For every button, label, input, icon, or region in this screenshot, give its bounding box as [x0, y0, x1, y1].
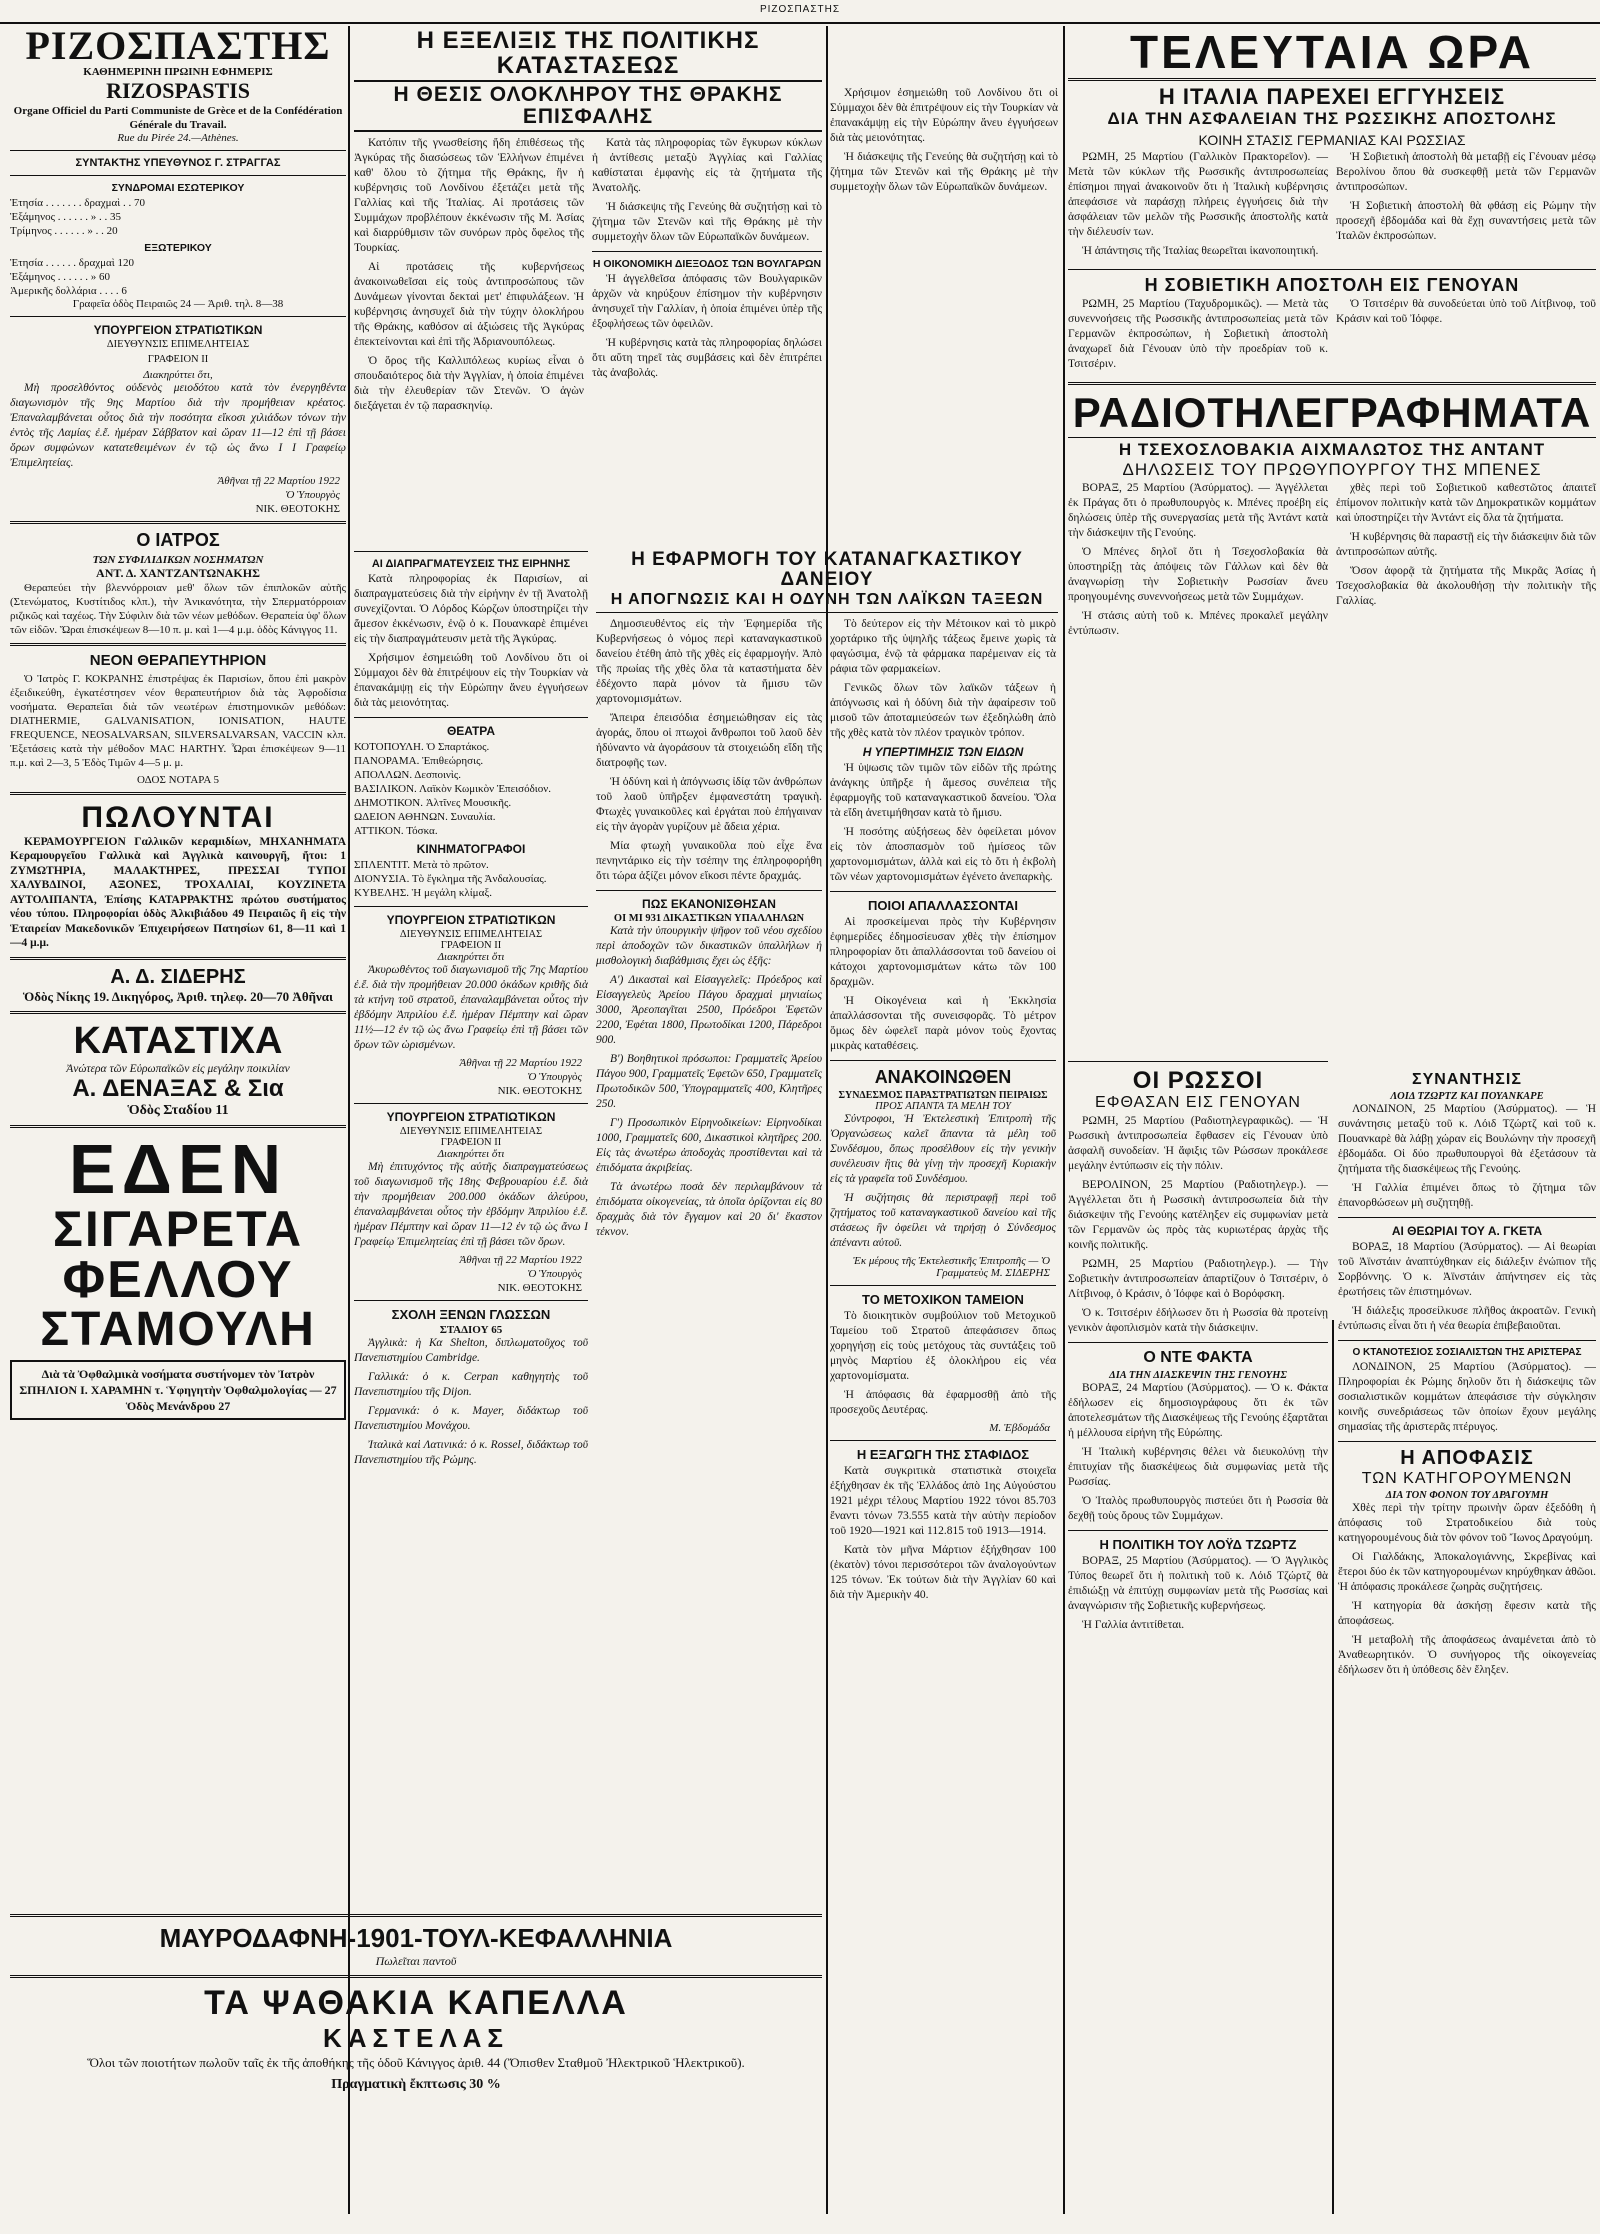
hats-text: Ὅλοι τῶν ποιοτήτων πωλοῦν ταῖς ἐκ τῆς ἀποθήκης τῆς ὁδοῦ Κάνιγγος ἀριθ. 44 (Ὄπισθεν Σταθμοῦ Ἠλεκτρικοῦ Ἡλεκτρικοῦ). [87, 2055, 745, 2070]
political-headline: Η ΕΞΕΛΙΞΙΣ ΤΗΣ ΠΟΛΙΤΙΚΗΣ ΚΑΤΑΣΤΑΣΕΩΣ [416, 27, 760, 80]
eye-doctor-ad: Διὰ τὰ Ὀφθαλμικὰ νοσήματα συστήνομεν τὸν Ἰατρὸν ΣΠΗΛΙΟΝ Ι. ΧΑΡΑΜΗΝ τ. Ὑφηγητὴν Ὀφθαλμολογίας — 27 Ὁδὸς Μενάνδρου 27 [10, 1360, 346, 1420]
theatre-row: ΚΟΤΟΠΟΥΛΗ. Ὁ Σπαρτάκος. [354, 741, 490, 753]
editor-label: ΣΥΝΤΑΚΤΗΣ ΥΠΕΥΘΥΝΟΣ Γ. ΣΤΡΑΓΓΑΣ [75, 157, 281, 169]
paper-subtitle: ΚΑΘΗΜΕΡΙΝΗ ΠΡΩΙΝΗ ΕΦΗΜΕΡΙΣ [83, 66, 273, 78]
clinic-title: ΝΕΟΝ ΘΕΡΑΠΕΥΤΗΡΙΟΝ [89, 651, 267, 669]
foreign-table [10, 256, 346, 298]
cinema-row: ΔΙΟΝΥΣΙΑ. Τὸ ἔγκλημα τῆς Ἀνδαλουσίας. [354, 873, 547, 885]
political-continued [830, 26, 1058, 526]
ne-title: Ο ΝΤΕ ΦΑΚΤΑ [1143, 1348, 1253, 1366]
czech-text-left: ΒΟΡΑΞ, 25 Μαρτίου (Ἀσύρματος). — Ἀγγέλλεται ἐκ Πράγας ὅτι ὁ πρωθυπουργὸς κ. Μπένες προέβη εἰς δηλώσεις ὑπὲρ τῆς συνεργασίας μετὰ τῆς Ἀντάντ κατὰ τὴν διάσκεψιν τῆς Γενούης. Ὁ Μπένες δηλοῖ ὅτι ἡ Τσεχοσλοβακία θὰ ὑποστηρίξῃ τὰς ἀπόψεις τῶν Γάλλων καὶ δὲν θὰ ἀναγνωρίσῃ τὴν Σοβιετικὴν Ρωσσίαν ἄνευ προηγουμένης συνεννοήσεως μετὰ τῶν Συμμάχων. Ἡ στάσις αὐτὴ τοῦ κ. Μπένες προκαλεῖ μεγάλην ἐντύπωσιν. [1068, 481, 1328, 637]
raisin-title: Η ΕΞΑΓΩΓΗ ΤΗΣ ΣΤΑΦΙΔΟΣ [856, 1447, 1030, 1463]
cinema-list [354, 858, 588, 900]
russians-text: ΡΩΜΗ, 25 Μαρτίου (Ραδιοτηλεγραφικῶς). — Ἡ Ρωσσικὴ ἀντιπροσωπεία ἔφθασεν εἰς Γένουαν ὑπὸ ἀσφαλῆ συνοδείαν. Ἡ ἄφιξις τῶν Ρώσσων προκάλεσε μεγάλην ἐντύπωσιν εἰς τὴν πόλιν. ΒΕΡΟΛΙΝΟΝ, 25 Μαρτίου (Ραδιοτηλεγρ.). — Ἀγγέλλεται ὅτι ἡ Ρωσσικὴ ἀντιπροσωπεία διὰ τὴν διάσκεψιν τῆς Γενούης κατέληξεν εἰς συμφωνίαν μετὰ τῶν Γερμανῶν ὡς πρὸς τὰς κυριωτέρας ἀρχὰς τῆς κοινῆς πολιτικῆς. ΡΩΜΗ, 25 Μαρτίου (Ραδιοτηλεγρ.). — Τὴν Σοβιετικὴν ἀντιπροσωπείαν ἀπαρτίζουν ὁ Τσιτσέριν, ὁ Λίτβινοφ, ὁ Κράσιν, ὁ Ἰόφφε καὶ ὁ Βορόφσκη. Ὁ κ. Τσιτσέριν ἐδήλωσεν ὅτι ἡ Ρωσσία θὰ προτείνῃ γενικὸν ἀφοπλισμὸν κατὰ τὴν διάσκεψιν. [1068, 1114, 1328, 1334]
left-text: ΛΟΝΔΙΝΟΝ, 25 Μαρτίου (Ἀσύρματος). — Πληροφορίαι ἐκ Ρώμης δηλοῦν ὅτι ἡ διάσκεψις τῶν σοσιαλιστικῶν κομμάτων ἀπεφάσισε τὴν σύγκλησιν κοινῆς συνεδριάσεως τῶν ὁποίων ἔχουν μεγάλης σημασίας τῆς ἀριστερᾶς πτέρυγος. [1338, 1360, 1596, 1433]
hats-note: Πραγματικὴ ἔκπτωσις 30 % [331, 2077, 501, 2092]
verdict-title-2: ΤΩΝ ΚΑΤΗΓΟΡΟΥΜΕΝΩΝ [1361, 1469, 1573, 1487]
meet-title: ΣΥΝΑΝΤΗΣΙΣ [1412, 1071, 1522, 1088]
katastixa-firm: Α. ΔΕΝΑΞΑΣ & Σια [72, 1074, 284, 1102]
eden-line: ΣΙΓΑΡΕΤΑ [52, 1200, 304, 1257]
radio-headline: ΡΑΔΙΟΤΗΛΕΓΡΑΦΗΜΑΤΑ [1072, 389, 1592, 437]
ministry2-call: Διακηρύττει ὅτι [437, 951, 505, 963]
ministry-title: ΥΠΟΥΡΓΕΙΟΝ ΣΤΡΑΤΙΩΤΙΚΩΝ [93, 323, 263, 337]
ministry-sign: Ὁ Ὑπουργὸς [285, 489, 340, 501]
ministry2-sign: Ὁ Ὑπουργὸς [527, 1071, 582, 1083]
ministry3-text: Μὴ ἐπιτυχόντος τῆς αὐτῆς διαπραγματεύσεως τοῦ διαγωνισμοῦ τῆς 18ης Φεβρουαρίου ἐ.ἔ. διὰ τὴν προμήθειαν 200.000 ὀκάδων ἀλεύρου, ἐπαναλαμβάνεται οὗτος τὴν ἑβδόμην Ἀπριλίου ἐ.ἔ. ἡμέραν Πέμπτην καὶ ὥραν 11—12 ἐν τῷ ὡς ἄνω Ι Γραφείῳ Ἐπιμελητείας ἐπὶ τῇ βάσει τῶν ὅρων. [354, 1161, 588, 1248]
ministry-text: Μὴ προσελθόντος οὐδενὸς μειοδότου κατὰ τὸν ἐνεργηθέντα διαγωνισμὸν τῆς 9ης Μαρτίου διὰ τὴν προμήθειαν κρέατος. Ἐπαναλαμβάνεται οὗτος διὰ τὴν ποσότητα εἴκοσι χιλιάδων τόνων τὴν ἐντὸς τῆς Λαμίας ἐ.ἔ. ἡμέραν Σάββατον καὶ ὥραν 11—12 ἐπὶ τῇ βάσει ὅρων συμφώνων κατατεθειμένων ἐν τῷ ὡς ἄνω Ι Ι Γραφείῳ Ἐπιμελητείας. [10, 382, 346, 469]
eden-line: ΣΤΑΜΟΥΛΗ [40, 1302, 316, 1356]
political-lead: Κατόπιν τῆς γνωσθείσης ἤδη ἐπιθέσεως τῆς Ἀγκύρας τῆς διασώσεως τῶν Ἑλλήνων ἐπιμένει καθ' ὅλου τὸ ζήτημα τῆς Θράκης, ἣν ἡ κυβέρνησις τοῦ Λονδίνου ἐξετάζει μετὰ τῆς Γαλλίας καὶ τῆς Ἰταλίας. Αἱ προτάσεις τῶν Συμμάχων προβλέπουν ἐκκένωσιν τῆς Μ. Ἀσίας καὶ διαρρύθμισιν τῶν συνόρων πρὸς ὄφελος τῆς Τουρκίας. Αἱ προτάσεις τῆς κυβερνήσεως ἀνακοινωθεῖσαι εἰς τοὺς ἀντιπροσώπους τῶν Δυνάμεων γίνονται δεκταὶ μετ' ἐπιφυλάξεων. Ἡ κυβέρνησις ἀνησυχεῖ διὰ τὴν τύχην ὁλοκλήρου τῆς Θράκης, καθόσον αἱ ἀξιώσεις τῆς Ἀγκύρας ἐπεκτείνονται καὶ ἐπὶ τῆς Ἀδριανουπόλεως. Ὁ ὅρος τῆς Καλλιπόλεως κυρίως εἶναι ὁ σπουδαιότερος διὰ τὴν Ἀγγλίαν, ἡ ὁποία ἐπιμένει διὰ τὴν ἐλευθερίαν τῶν Στενῶν. Ὁ ἀγὼν διεξάγεται ἐν τῷ παρασκηνίῳ. [354, 137, 584, 413]
column-e-lower [1338, 1070, 1596, 2214]
cinema-title: ΚΙΝΗΜΑΤΟΓΡΑΦΟΙ [416, 842, 526, 856]
czech-text-right: χθὲς περὶ τοῦ Σοβιετικοῦ καθεστῶτος ἀπαιτεῖ ἐπίμονον πολιτικὴν κατὰ τῶν Δημοκρατικῶν κομμάτων καὶ ὑποστηρίζει τὴν Ἀντάντ εἰς ὅλα τὰ ζητήματα. Ἡ κυβέρνησις θὰ παραστῇ εἰς τὴν διάσκεψιν διὰ τῶν ἀντιπροσώπων αὐτῆς. Ὅσον ἀφορᾷ τὰ ζητήματα τῆς Μικρᾶς Ἀσίας ἡ Τσεχοσλοβακία θὰ ἀκολουθήσῃ τὴν πολιτικὴν τῆς Γαλλίας. [1336, 481, 1596, 607]
clinic-text: Ὁ Ἰατρὸς Γ. ΚΟΚΡΑΝΗΣ ἐπιστρέψας ἐκ Παρισίων, ὅπου ἐπὶ μακρὸν ἐξειδικεύθη, ἐγκατέστησεν νέον θεραπευτήριον διὰ τὰς Ἀφροδίσια νοσήματα. Θεραπεῖαι διὰ τῶν νεωτέρων ἐπιστημονικῶν μεθόδων: DIATHERMIE, GALVANISATION, IONISATION, HAUTE FREQUENCE, NEOSALVARSAN, SILVERSALVARSAN, VACCIN κλπ. Ἐξετάσεις κατὰ τὴν μέθοδον MAC HARTHY. Ὧραι ἐπισκέψεων 9—11 π.μ. καὶ 2—3, 5 Ἐδὸς Τιμῶν 4—5 μ. μ. [10, 672, 346, 769]
announcement-sub2: ΠΡΟΣ ΑΠΑΝΤΑ ΤΑ ΜΕΛΗ ΤΟΥ [875, 1101, 1011, 1113]
balkan-text: Ἡ ἀγγελθεῖσα ἀπόφασις τῶν Βουλγαρικῶν ἀρχῶν νὰ κηρύξουν ἐπίσημον τὴν κυβέρνησιν ἀνησυχεῖ τὴν Γαλλίαν, ἡ ὁποία ἐπιμένει ὑπὲρ τῆς ἐξοφλήσεως τῶν ὀφειλῶν. Ἡ κυβέρνησις κατὰ τὰς πληροφορίας δηλώσει ὅτι αὕτη τηρεῖ τὰς συμβάσεις καὶ δὲν ἐπιτρέπει τὰς ἀναβολάς. [592, 273, 822, 380]
peace-text: Κατὰ πληροφορίας ἐκ Παρισίων, αἱ διαπραγματεύσεις διὰ τὴν εἰρήνην ἐν τῇ Ἀνατολῇ συνεχίζονται. Ὁ Λόρδος Κώρζων ὑποστηρίζει τὴν ἄμεσον ἐκκένωσιν, ἐνῷ ὁ κ. Πουανκαρὲ ἐπιμένει εἰς τὴν διαπραγμάτευσιν μετὰ τῆς Ἀγκύρας. Χρήσιμον ἐσημειώθη τοῦ Λονδίνου ὅτι οἱ Σύμμαχοι δὲν θὰ ἐπιτρέψουν εἰς τὴν Τουρκίαν νὰ ἐπανακάμψῃ εἰς τὴν Εὐρώπην ἄνευ ἐγγυήσεων διὰ τὰς μειονότητας. [354, 573, 588, 709]
announcement-text: Σύντροφοι, Ἡ Ἐκτελεστικὴ Ἐπιτροπὴ τῆς Ὀργανώσεως καλεῖ ἅπαντα τὰ μέλη τοῦ Συνδέσμου, ὅπως προσέλθουν εἰς τὴν γενικὴν συνέλευσιν ἣτις θὰ γίνῃ τὴν προσεχῆ Κυριακὴν εἰς τὰ γραφεῖα τοῦ Συνδέσμου. Ἡ συζήτησις θὰ περιστραφῇ περὶ τοῦ ζητήματος τοῦ καταναγκαστικοῦ δανείου καὶ τῆς στάσεως ἣν ὀφείλει νὰ τηρήσῃ ὁ Σύνδεσμος ἀπέναντι αὐτοῦ. [830, 1113, 1056, 1250]
cinema-row: ΚΥΒΕΛΗΣ. Ἡ μεγάλη κλίμαξ. [354, 887, 492, 899]
ne-sub: ΔΙΑ ΤΗΝ ΔΙΑΣΚΕΨΙΝ ΤΗΣ ΓΕΝΟΥΗΣ [1109, 1370, 1287, 1382]
theatre-title: ΘΕΑΤΡΑ [446, 724, 496, 738]
lloyd-title: Η ΠΟΛΙΤΙΚΗ ΤΟΥ ΛΟΫΔ ΤΖΩΡΤΖ [1099, 1537, 1297, 1553]
cinema-row: ΣΠΛΕΝΤΙΤ. Μετὰ τὸ πρῶτον. [354, 859, 489, 871]
loan-left-col [596, 617, 822, 1608]
loan-right-col [830, 617, 1056, 1608]
clinic-address: ΟΔΟΣ ΝΟΤΑΡΑ 5 [136, 773, 220, 786]
ministry3-call: Διακηρύττει ὅτι [437, 1148, 505, 1160]
eden-line: ΕΔΕΝ [68, 1129, 288, 1208]
political-continued-text: Χρήσιμον ἐσημειώθη τοῦ Λονδίνου ὅτι οἱ Σύμμαχοι δὲν θὰ ἐπιτρέψουν εἰς τὴν Τουρκίαν νὰ ἐπανακάμψῃ εἰς τὴν Εὐρώπην ἄνευ ἐγγυήσεων διὰ τὰς μειονότητας. Ἡ διάσκεψις τῆς Γενεύης θὰ συζητήσῃ καὶ τὸ ζήτημα τῶν Στενῶν καὶ τῆς Θράκης μὲ τὴν συμμετοχὴν ὅλων τῶν Εὐρωπαϊκῶν δυνάμεων. [830, 87, 1058, 193]
theatre-list [354, 740, 588, 838]
judges-title: ΠΩΣ ΕΚΑΝΟΝΙΣΘΗΣΑΝ [642, 896, 776, 911]
ministry2-title: ΥΠΟΥΡΓΕΙΟΝ ΣΤΡΑΤΙΩΤΙΚΩΝ [386, 913, 556, 927]
office-address: Γραφεῖα ὁδὸς Πειραιῶς 24 — Ἀριθ. τηλ. 8—38 [72, 298, 284, 310]
italy-text-left: ΡΩΜΗ, 25 Μαρτίου (Γαλλικὸν Πρακτορεῖον). — Μετὰ τῶν κύκλων τῆς Ρωσσικῆς ἀντιπροσωπείας ἐπίσημοι πηγαὶ ἀνακοινοῦν ὅτι ἡ Ἰταλικὴ κυβέρνησις ἀπεφάσισε νὰ παράσχῃ πλήρεις ἐγγυήσεις διὰ τὴν ἀσφάλειαν τῶν μελῶν τῆς Ρωσσικῆς ἀποστολῆς κατὰ τὴν διέλευσίν των. Ἡ ἀπάντησις τῆς Ἰταλίας θεωρεῖται ἱκανοποιητική. [1068, 151, 1328, 258]
czech-sub: ΔΗΛΩΣΕΙΣ ΤΟΥ ΠΡΩΘΥΠΟΥΡΓΟΥ ΤΗΣ ΜΠΕΝΕΣ [1122, 460, 1542, 480]
ministry3-sign-name: ΝΙΚ. ΘΕΟΤΟΚΗΣ [497, 1282, 582, 1294]
foreign-title: ΕΞΩΤΕΡΙΚΟΥ [144, 242, 212, 254]
eden-cigarette-ad [10, 1129, 346, 1356]
peace-title: ΑΙ ΔΙΑΠΡΑΓΜΑΤΕΥΣΕΙΣ ΤΗΣ ΕΙΡΗΝΗΣ [371, 558, 571, 570]
ministry-date: Ἀθῆναι τῇ 22 Μαρτίου 1922 [217, 475, 340, 487]
prices-title: Η ΥΠΕΡΤΙΜΗΣΙΣ ΤΩΝ ΕΙΔΩΝ [862, 744, 1024, 759]
school-sub: ΣΤΑΔΙΟΥ 65 [439, 1324, 503, 1336]
school-list: Ἀγγλικὰ: ἡ Κα Shelton, διπλωματοῦχος τοῦ Πανεπιστημίου Cambridge. Γαλλικά: ὁ κ. Cerpan καθηγητὴς τοῦ Πανεπιστημίου τῆς Dijon. Γερμανικά: ὁ κ. Mayer, διδάκτωρ τοῦ Πανεπιστημίου Μονάχου. Ἰταλικὰ καὶ Λατινικά: ὁ κ. Rossel, διδάκτωρ τοῦ Πανεπιστημίου τῆς Ρώμης. [354, 1337, 588, 1466]
paper-organ: Organe Officiel du Parti Communiste de Grèce et de la Confédération Générale du Travail. [13, 105, 343, 131]
doctor-subtitle: ΤΩΝ ΣΥΦΙΛΙΔΙΚΩΝ ΝΟΣΗΜΑΤΩΝ [92, 553, 264, 566]
political-lead-right: Κατὰ τὰς πληροφορίας τῶν ἔγκυρων κύκλων ἡ ἀντίθεσις μεταξὺ Ἀγγλίας καὶ Γαλλίας καθίσταται ἐμφανὴς εἰς τὰ ζητήματα τῆς Ἀνατολῆς. Ἡ διάσκεψις τῆς Γενεύης θὰ συζητήσῃ καὶ τὸ ζήτημα τῶν Στενῶν καὶ τῆς Θράκης μὲ τὴν συμμετοχὴν ὅλων τῶν Εὐρωπαϊκῶν δυνάμεων. [592, 137, 822, 244]
genoa-title: Η ΣΟΒΙΕΤΙΚΗ ΑΠΟΣΤΟΛΗ ΕΙΣ ΓΕΝΟΥΑΝ [1144, 275, 1520, 296]
column-b-lower [354, 545, 588, 1894]
ministry2-text: Ἀκυρωθέντος τοῦ διαγωνισμοῦ τῆς 7ης Μαρτίου ἐ.ἔ. διὰ τὴν προμήθειαν 20.000 ὀκάδων κριθῆς διὰ τὰ κτήνη τοῦ στρατοῦ, ἐπαναλαμβάνεται οὗτος τὴν ἑβδόμην Ἀπριλίου ἐ.ἔ. ἡμέραν Πέμπτην καὶ ὥραν 11½—12 ἐν τῷ ὡς ἄνω Γραφείῳ ἐπὶ τῇ βάσει τῶν ὅρων τῶν ὡρισμένων. [354, 964, 588, 1051]
theory-title: ΑΙ ΘΕΩΡΙΑΙ ΤΟΥ Α. ΓΚΕΤΑ [1391, 1223, 1543, 1238]
fund-text: Τὸ διοικητικὸν συμβούλιον τοῦ Μετοχικοῦ Ταμείου τοῦ Στρατοῦ ἀπεφάσισεν ὅπως χορηγήσῃ εἰς τοὺς μετόχους τὰς συντάξεις τοῦ μηνὸς Μαρτίου ἐξ ὁλοκλήρου εἰς νέα χαρτονομίσματα. Ἡ ἀπόφασις θὰ ἐφαρμοσθῇ ἀπὸ τῆς προσεχοῦς Δευτέρας. [830, 1310, 1056, 1417]
subscriptions-table [10, 196, 346, 238]
siders-name: Α. Δ. ΣΙΔΕΡΗΣ [110, 965, 246, 988]
ministry2-date: Ἀθῆναι τῇ 22 Μαρτίου 1922 [459, 1057, 582, 1069]
ministry2-sub: ΔΙΕΥΘΥΝΣΙΣ ΕΠΙΜΕΛΗΤΕΙΑΣ [399, 929, 543, 940]
theatre-row: ΠΑΝΟΡΑΜΑ. Ἐπιθεώρησις. [354, 755, 484, 767]
ministry3-office: ΓΡΑΦΕΙΟΝ ΙΙ [440, 1137, 502, 1148]
left-title: Ο ΚΤΑΝΟΤΕΣΙΟΣ ΣΟΣΙΑΛΙΣΤΩΝ ΤΗΣ ΑΡΙΣΤΕΡΑΣ [1352, 1346, 1582, 1358]
loan-headline: Η ΕΦΑΡΜΟΓΗ ΤΟΥ ΚΑΤΑΝΑΓΚΑΣΤΙΚΟΥ ΔΑΝΕΙΟΥ [631, 549, 1023, 590]
announcement-title: ΑΝΑΚΟΙΝΩΘΕΝ [874, 1066, 1012, 1087]
ministry3-date: Ἀθῆναι τῇ 22 Μαρτίου 1922 [459, 1254, 582, 1266]
verdict-text: Χθὲς περὶ τὴν τρίτην πρωινὴν ὥραν ἐξεδόθη ἡ ἀπόφασις τοῦ Στρατοδικείου διὰ τοὺς κατηγορουμένους διὰ τὸν φόνον τοῦ Ἴωνος Δραγούμη. Οἱ Γιαλδάκης, Ἀποκαλογιάννης, Σκρεβίνας καὶ ἕτεροι δύο ἐκ τῶν κατηγορουμένων κηρύχθηκαν ἀθῶοι. Ἡ ἀπόφασις προκάλεσε ζωηρὰς συζητήσεις. Ἡ κατηγορία θὰ ἀσκήσῃ ἔφεσιν κατὰ τῆς ἀποφάσεως. Ἡ μεταβολὴ τῆς ἀποφάσεως ἀναμένεται ἀπὸ τὸ Ἀναθεωρητικόν. Ὁ συνήγορος τῆς οἰκογενείας ἐδήλωσεν ὅτι ἡ ὑπόθεσις δὲν ἔληξεν. [1338, 1501, 1596, 1676]
ministry3-title: ΥΠΟΥΡΓΕΙΟΝ ΣΤΡΑΤΙΩΤΙΚΩΝ [386, 1110, 556, 1124]
foreign-row: Ἑξάμηνος . . . . . . » 60 [10, 271, 110, 283]
verdict-title: Η ΑΠΟΦΑΣΙΣ [1400, 1446, 1534, 1469]
column-rule [348, 26, 350, 2214]
who-text: Αἱ προσκείμεναι πρὸς τὴν Κυβέρνησιν ἐφημερίδες ἐδημοσίευσαν χθὲς τὴν ἐπίσημον πληροφορίαν ὅτι ἀπαλλάσσονται τοῦ δανείου οἱ κάτοχοι χαρτονομισμάτων κάτω τῶν 100 δραχμῶν. Ἡ Οἰκογένεια καὶ ἡ Ἐκκλησία ἀπαλλάσσονται τῆς συνεισφορᾶς. Τὸ μέτρον ὅμως δὲν ὠφελεῖ παρὰ μόνον τοὺς ἔχοντας μικρὰς καταθέσεις. [830, 915, 1056, 1052]
last-hour-headline: ΤΕΛΕΥΤΑΙΑ ΩΡΑ [1068, 28, 1596, 81]
doctor-text: Θεραπεύει τὴν βλεννόρροιαν μεθ' ὅλων τῶν ἐπιπλοκῶν αὐτῆς (Στενώματος, Κυστίτιδος κλπ.), τὴν Ἀνικανότητα, τὴν Σπερματόρροιαν ριζικῶς καὶ ταχέως. Τὴν Σύφιλιν διὰ τῶν νέων μεθόδων. Θεραπεία ὑφ' ὅλων τῶν εἰδῶν. Ὥραι ἐπισκέψεων 8—10 π. μ. καὶ 1—4 μ.μ. ὁδὸς Κάνιγγος 11. [10, 581, 346, 636]
katastixa-address: Ὁδὸς Σταδίου 11 [127, 1102, 229, 1118]
column-d-lower [1068, 1055, 1328, 2214]
paper-name: ΡΙΖΟΣΠΑΣΤΗΣ [25, 26, 331, 68]
paper-address: Rue du Pirée 24.—Athènes. [117, 132, 239, 144]
ministry-office: ΓΡΑΦΕΙΟΝ ΙΙ [147, 354, 209, 365]
school-title: ΣΧΟΛΗ ΞΕΝΩΝ ΓΛΩΣΣΩΝ [391, 1307, 551, 1322]
ministry3-sub: ΔΙΕΥΘΥΝΣΙΣ ΕΠΙΜΕΛΗΤΕΙΑΣ [399, 1126, 543, 1137]
ministry3-sign: Ὁ Ὑπουργὸς [527, 1268, 582, 1280]
subscription-row: Τρίμηνος . . . . . . » . . 20 [10, 225, 118, 237]
theatre-row: ΩΔΕΙΟΝ ΑΘΗΝΩΝ. Συναυλία. [354, 811, 496, 823]
genoa-text-left: ΡΩΜΗ, 25 Μαρτίου (Ταχυδρομικῶς). — Μετὰ τὰς συνεννοήσεις τῆς Ρωσσικῆς ἀντιπροσωπείας μετὰ τῶν Γερμανῶν ἐκπροσώπων, ἡ Σοβιετικὴ ἀποστολὴ ἀναχωρεῖ διὰ Γένουαν ὑπὸ τὴν προεδρίαν τοῦ κ. Τσιτσέριν. [1068, 298, 1328, 371]
loan-text: Δημοσιευθέντος εἰς τὴν Ἐφημερίδα τῆς Κυβερνήσεως ὁ νόμος περὶ καταναγκαστικοῦ δανείου ἐτέθη ἀπὸ τῆς χθὲς εἰς ἐφαρμογήν. Ἀπὸ τῆς πρωίας τῆς χθὲς ὅλα τὰ καταστήματα δὲν ἐδέχοντο παρὰ μόνον τὰ ἥμισυ τῶν χαρτονομισμάτων. Ἄπειρα ἐπεισόδια ἐσημειώθησαν εἰς τὰς ἀγοράς, ὅπου οἱ πτωχοὶ ἄνθρωποι τοῦ λαοῦ δὲν ἠδύναντο νὰ ἀγοράσουν τὰ στοιχειώδη εἴδη τῆς διατροφῆς των. Ἡ ὀδύνη καὶ ἡ ἀπόγνωσις ἰδίᾳ τῶν ἀνθρώπων τοῦ λαοῦ ὑπῆρξεν ἐμφανεστάτη τραγικὴ. Φτωχὲς γυναικοῦλες καὶ ἐργάται ποὺ ἐπήγαιναν εἰς τὴν ἀγορὰν γυρίζουν μὲ ἄδεια χέρια. Μία φτωχὴ γυναικοῦλα ποὺ εἶχε ἕνα πενηντάρικο εἰς τὴν τσέπην της ἐπληροφορήθη ὅτι τώρα ἀξίζει μόνον εἴκοσι πέντε δραχμάς. [596, 617, 822, 882]
theory-text: ΒΟΡΑΞ, 18 Μαρτίου (Ἀσύρματος). — Αἱ θεωρίαι τοῦ Ἀϊνστάιν ἀναπτύχθηκαν εἰς διάλεξιν ἐνώπιον τῆς Σορβόννης. Ὁ κ. Ἀϊνστάιν ἀπήντησεν εἰς τὰς ἐρωτήσεις τῶν ἐπιστημόνων. Ἡ διάλεξις προσείλκυσε πλῆθος ἀκροατῶν. Γενικὴ ἐντύπωσις εἶναι ὅτι ἡ νέα θεωρία ἐπιβεβαιοῦται. [1338, 1240, 1596, 1332]
column-left [10, 26, 346, 1904]
czech-title: Η ΤΣΕΧΟΣΛΟΒΑΚΙΑ ΑΙΧΜΑΛΩΤΟΣ ΤΗΣ ΑΝΤΑΝΤ [1068, 437, 1596, 459]
sale-title: ΠΩΛΟΥΝΤΑΙ [81, 800, 275, 834]
loan-section [596, 548, 1058, 1894]
last-hour-section [1068, 26, 1596, 643]
announcement-sign: Ἐκ μέρους τῆς Ἐκτελεστικῆς Ἐπιτροπῆς — Ὁ Γραμματεὺς Μ. ΣΙΔΕΡΗΣ [853, 1255, 1050, 1280]
bottom-ads [10, 1908, 822, 2093]
ministry2-sign-name: ΝΙΚ. ΘΕΟΤΟΚΗΣ [497, 1085, 582, 1097]
katastixa-sub: Ἀνώτερα τῶν Εὐρωπαϊκῶν εἰς μεγάλην ποικιλίαν [66, 1062, 290, 1075]
political-subheadline: Η ΘΕΣΙΣ ΟΛΟΚΛΗΡΟΥ ΤΗΣ ΘΡΑΚΗΣ ΕΠΙΣΦΑΛΗΣ [354, 80, 822, 132]
column-rule [1063, 26, 1065, 2214]
ministry-sign-name: ΝΙΚ. ΘΕΟΤΟΚΗΣ [255, 503, 340, 515]
meet-sub: ΛΟΙΔ ΤΖΩΡΤΖ ΚΑΙ ΠΟΥΑΝΚΑΡΕ [1390, 1090, 1544, 1102]
lloyd-text: ΒΟΡΑΞ, 25 Μαρτίου (Ἀσύρματος). — Ὁ Ἀγγλικὸς Τύπος θεωρεῖ ὅτι ἡ πολιτικὴ τοῦ κ. Λόιδ Τζώρτζ θὰ ἐπιδιώξῃ νὰ ἐπιτύχῃ συμφωνίαν μετὰ τῆς Ρωσσίας καὶ ἀναγνώρισιν τῆς Σοβιετικῆς κυβερνήσεως. Ἡ Γαλλία ἀντιτίθεται. [1068, 1555, 1328, 1632]
ne-text: ΒΟΡΑΞ, 24 Μαρτίου (Ἀσύρματος). — Ὁ κ. Φάκτα ἐδήλωσεν εἰς δημοσιογράφους ὅτι ἐκ τῶν ἀποτελεσμάτων τῆς Διασκέψεως τῆς Γενούης ἐξαρτᾶται ἡ μέλλουσα εἰρήνη τῆς Εὐρώπης. Ἡ Ἰταλικὴ κυβέρνησις θέλει νὰ διευκολύνῃ τὴν ἐπιτυχίαν τῆς διασκέψεως διὰ συμφωνίας μετὰ τῆς Ρωσσίας. Ὁ Ἰταλὸς πρωθυπουργὸς πιστεύει ὅτι ἡ Ρωσσία θὰ δεχθῇ τοὺς ὅρους τῶν Συμμάχων. [1068, 1382, 1328, 1523]
verdict-sub: ΔΙΑ ΤΟΝ ΦΟΝΟΝ ΤΟΥ ΔΡΑΓΟΥΜΗ [1385, 1489, 1549, 1501]
subscription-row: Ἐτησία . . . . . . . δραχμαὶ . . 70 [10, 197, 145, 209]
balkan-title: Η ΟΙΚΟΝΟΜΙΚΗ ΔΙΕΞΟΔΟΣ ΤΩΝ ΒΟΥΛΓΑΡΩΝ [592, 258, 822, 271]
sale-text: ΚΕΡΑΜΟΥΡΓΕΙΟΝ Γαλλικῶν κεραμιδίων, ΜΗΧΑΝΗΜΑΤΑ Κεραμουργεῖου Γαλλικὰ καὶ Ἀγγλικὰ καινουργῆ, ἤτοι: 1 ΖΥΜΩΤΗΡΙΑ, ΜΑΛΑΚΤΗΡΕΣ, ΠΡΕΣΣΑΙ ΤΥΠΟΙ ΧΑΛΥΒΔΙΝΟΙ, ΑΞΟΝΕΣ, ΤΡΟΧΑΛΙΑΙ, ΚΟΥΖΙΝΕΤΑ ΑΥΤΟΛΙΠΑΝΤΑ, Ἐπίσης ΚΑΤΑΡΡΑΚΤΗΣ πρώτου συστήματος νέου τύπου. Πληροφορίαι ὁδὸς Ἀλκιβιάδου 49 Πειραιῶς ἢ εἰς τὴν Ἑταιρείαν Μακεδονικῶν Ἐπιχειρήσεων Πατησίων 61, 8—11 καὶ 1—4 μ.μ. [10, 835, 346, 950]
eden-line: ΦΕΛΛΟΥ [62, 1250, 294, 1309]
subscriptions-title: ΣΥΝΔΡΟΜΑΙ ΕΣΩΤΕΡΙΚΟΥ [111, 182, 245, 194]
katastixa-title: ΚΑΤΑΣΤΙΧΑ [73, 1019, 283, 1062]
meet-text: ΛΟΝΔΙΝΟΝ, 25 Μαρτίου (Ἀσύρματος). — Ἡ συνάντησις μεταξὺ τοῦ κ. Λόιδ Τζώρτζ καὶ τοῦ κ. Πουανκαρὲ θὰ λάβῃ χώραν εἰς Βουλώνην τὴν προσεχῆ ἑβδομάδα. Οἱ δύο πρωθυπουργοὶ θὰ ἐξετάσουν τὰ ζητήματα τῆς διασκέψεως τῆς Γενούης. Ἡ Γαλλία ἐπιμένει ὅπως τὸ ζήτημα τῶν ἐπανορθώσεων μὴ συζητηθῇ. [1338, 1102, 1596, 1209]
column-rule [1332, 1320, 1334, 2214]
raisin-text: Κατὰ συγκριτικὰ στατιστικὰ στοιχεῖα ἐξήχθησαν ἐκ τῆς Ἑλλάδος ἀπὸ 1ης Αὐγούστου 1921 μέχρι τέλους Μαρτίου 1922 τόνοι 85.703 ἔναντι τόνων 73.555 κατὰ τὴν αὐτὴν περίοδον τοῦ 1920—1921 καὶ 112.815 τοῦ 1913—1914. Κατὰ τὸν μῆνα Μάρτιον ἐξήχθησαν 100 (ἑκατὸν) τόνοι περισσότεροι τῶν ἀναλογούντων 125 τόνων. Ἐκ τούτων διὰ τὴν Ἀγγλίαν 60 καὶ διὰ τὴν Ἀμερικὴν 40. [830, 1465, 1056, 1602]
genoa-text-right: Ὁ Τσιτσέριν θὰ συνοδεύεται ὑπὸ τοῦ Λίτβινοφ, τοῦ Κράσιν καὶ τοῦ Ἰόφφε. [1336, 298, 1596, 326]
doctor-title: Ο ΙΑΤΡΟΣ [136, 530, 220, 550]
political-section [354, 26, 822, 546]
foreign-row: Ἐτησία . . . . . . δραχμαὶ 120 [10, 257, 134, 269]
mavrodafni-sub: Πωλεῖται παντοῦ [375, 1954, 457, 1968]
paper-latin-name: RIZOSPASTIS [106, 78, 250, 103]
italy-title-2: ΔΙΑ ΤΗΝ ΑΣΦΑΛΕΙΑΝ ΤΗΣ ΡΩΣΣΙΚΗΣ ΑΠΟΣΤΟΛΗΣ [1107, 109, 1557, 129]
fund-sign: Μ. Ἐβδομάδα [989, 1422, 1050, 1435]
ministry-subtitle: ΔΙΕΥΘΥΝΣΙΣ ΕΠΙΜΕΛΗΤΕΙΑΣ [106, 339, 250, 350]
doctor-name: ΑΝΤ. Δ. ΧΑΝΤΖΑΝΤΩΝΑΚΗΣ [96, 565, 260, 580]
russians-title: ΟΙ ΡΩΣΣΟΙ [1132, 1067, 1264, 1094]
loan-side-text: Τὸ δεύτερον εἰς τὴν Μέτοικον καὶ τὸ μικρὸ χορτάρικο τῆς ὑψηλῆς τάξεως ἔμεινε χωρὶς τὰ φαγώσιμα, ἐνῷ τὰ φάρμακα παρέμειναν εἰς τὰ ράφια τῶν φαρμακείων. Γενικῶς ὅλων τῶν λαϊκῶν τάξεων ἡ ἀπόγνωσις καὶ ἡ ὀδύνη διὰ τὴν ἀφαίρεσιν τοῦ μισοῦ τῶν ἀποταμιεύσεών των ἐξεδηλώθη ἀπὸ τῆς χθὲς κατὰ τὸν πλέον τραγικὸν τρόπον. [830, 617, 1056, 739]
announcement-sub: ΣΥΝΔΕΣΜΟΣ ΠΑΡΑΣΤΡΑΤΙΩΤΩΝ ΠΕΙΡΑΙΩΣ [838, 1090, 1048, 1102]
judges-text: Κατὰ τὴν ὑπουργικὴν ψῆφον τοῦ νέου σχεδίου περὶ ἀποδοχῶν τῶν δικαστικῶν ὑπαλλήλων ἡ μισθολογικὴ διαβάθμισις ἔχει ὡς ἑξῆς: Α') Δικασταὶ καὶ Εἰσαγγελεῖς: Πρόεδρος καὶ Εἰσαγγελεὺς Ἀρείου Πάγου δραχμαὶ μηνιαίως 3000, Ἀρεοπαγῖται 2500, Πρόεδροι Ἐφετῶν 2200, Ἐφέται 1800, Πρωτοδίκαι 1200, Πάρεδροι 900. Β') Βοηθητικοὶ πρόσωποι: Γραμματεῖς Ἀρείου Πάγου 900, Γραμματεῖς Ἐφετῶν 650, Γραμματεῖς Πρωτοδικῶν 500, Ὑπογραμματεῖς 400, Κλητῆρες 250. Γ') Προσωπικὸν Εἰρηνοδικείων: Εἰρηνοδίκαι 1000, Γραμματεῖς 600, Δικαστικοὶ κλητῆρες 200. Εἰς τὰς ἀνωτέρω ἀποδοχὰς προστίθενται καὶ τὰ ἐπιδόματα ἀκριβείας. Τὰ ἀνωτέρω ποσὰ δὲν περιλαμβάνουν τὰ ἐπιδόματα οἰκογενείας, τὰ ὁποῖα ὁρίζονται εἰς 80 δραχμὰς διὰ τὸν ἔγγαμον καὶ 20 δι' ἕκαστον τέκνον. [596, 924, 822, 1238]
ministry-call: Διακηρύττει ὅτι, [143, 369, 213, 381]
siders-text: Ὁδὸς Νίκης 19. Δικηγόρος, Ἀριθ. τηλεφ. 20—70 Ἀθῆναι [22, 988, 334, 1004]
hats-title: ΤΑ ΨΑΘΑΚΙΑ ΚΑΠΕΛΛΑ [204, 1984, 628, 2022]
mavrodafni-ad: ΜΑΥΡΟΔΑΦΝΗ-1901-ΤΟΥΛ-ΚΕΦΑΛΛΗΝΙΑ [159, 1923, 673, 1953]
subscription-row: Ἑξάμηνος . . . . . . » . . 35 [10, 211, 121, 223]
theatre-row: ΑΠΟΛΛΩΝ. Δεσποινὶς. [354, 769, 461, 781]
who-title: ΠΟΙΟΙ ΑΠΑΛΛΑΣΣΟΝΤΑΙ [868, 897, 1018, 913]
ministry2-office: ΓΡΑΦΕΙΟΝ ΙΙ [440, 940, 502, 951]
hats-firm: ΚΑΣΤΕΛΑΣ [322, 2023, 510, 2053]
italy-text-right: Ἡ Σοβιετικὴ ἀποστολὴ θὰ μεταβῇ εἰς Γένουαν μέσῳ Βερολίνου ὅπου θὰ συσκεφθῇ μετὰ τῶν Γερμανῶν ἀντιπροσώπων. Ἡ Σοβιετικὴ ἀποστολὴ θὰ φθάσῃ εἰς Ρώμην τὴν προσεχῆ ἑβδομάδα καὶ θὰ ἔχῃ συναντήσεις μετὰ τῶν Ἰταλῶν ἐκπροσώπων. [1336, 151, 1596, 243]
judges-sub: ΟΙ ΜΙ 931 ΔΙΚΑΣΤΙΚΩΝ ΥΠΑΛΛΗΛΩΝ [613, 912, 805, 924]
theatre-row: ΔΗΜΟΤΙΚΟΝ. Ἀλτῖνες Μουσικῆς. [354, 797, 512, 809]
theatre-row: ΒΑΣΙΛΙΚΟΝ. Λαϊκὸν Κωμικὸν Ἐπεισόδιον. [354, 783, 551, 795]
russians-title-2: ΕΦΘΑΣΑΝ ΕΙΣ ΓΕΝΟΥΑΝ [1095, 1094, 1301, 1112]
prices-text: Ἡ ὑψωσις τῶν τιμῶν τῶν εἰδῶν τῆς πρώτης ἀνάγκης ὑπῆρξε ἡ ἄμεσος συνέπεια τῆς ἐφαρμογῆς τοῦ καταναγκαστικοῦ δανείου. Ὅλα τὰ εἴδη ἀνετιμήθησαν κατὰ τὸ ἥμισυ. Ἡ ποσότης αὐξήσεως δὲν ὀφείλεται μόνον εἰς τὸν ἀποσπασμὸν τοῦ ἡμίσεος τῶν χαρτονομισμάτων, ἀλλὰ καὶ εἰς τὸ ὅτι ἡ ἐκβολὴ τῶν νέων χαρτονομισμάτων ἐγένετο ἀνεπαρκὴς. [830, 761, 1056, 883]
fund-title: ΤΟ ΜΕΤΟΧΙΚΟΝ ΤΑΜΕΙΟΝ [862, 1292, 1024, 1308]
foreign-row: Ἀμερικῆς δολλάρια . . . . 6 [10, 285, 127, 297]
italy-title: Η ΙΤΑΛΙΑ ΠΑΡΕΧΕΙ ΕΓΓΥΗΣΕΙΣ [1158, 84, 1506, 110]
loan-subheadline: Η ΑΠΟΓΝΩΣΙΣ ΚΑΙ Η ΟΔΥΝΗ ΤΩΝ ΛΑΪΚΩΝ ΤΑΞΕΩΝ [596, 592, 1058, 613]
theatre-row: ΑΤΤΙΚΟΝ. Τόσκα. [354, 825, 438, 837]
top-masthead-strip: ΡΙΖΟΣΠΑΣΤΗΣ [0, 0, 1600, 24]
italy-sub: ΚΟΙΝΗ ΣΤΑΣΙΣ ΓΕΡΜΑΝΙΑΣ ΚΑΙ ΡΩΣΣΙΑΣ [1198, 132, 1466, 149]
